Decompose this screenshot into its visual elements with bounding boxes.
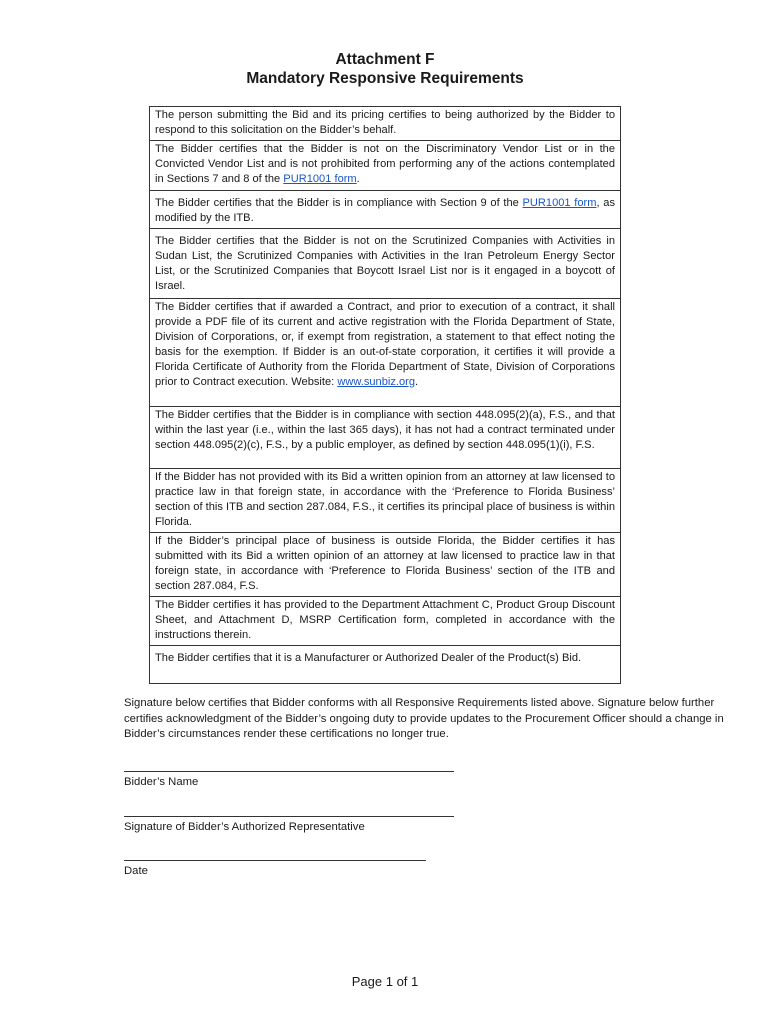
representative-signature-field[interactable] [124, 816, 454, 834]
table-row [150, 407, 621, 469]
sunbiz-website-link[interactable]: www.sunbiz.org [337, 376, 416, 388]
requirement-cell: The person submitting the Bid and its pricing certifies to being authorized by the Bidder to respond to this solicitation on the Bidder’s behalf. [150, 107, 621, 141]
signature-line [124, 860, 426, 861]
signature-line [124, 816, 454, 817]
document-title: Attachment F [335, 51, 435, 68]
table-row [150, 107, 621, 141]
requirement-cell: The Bidder certifies it has provided to the Department Attachment C, Product Group Discount Sheet, and Attachment D, MSRP Certification form, completed in accordance with the instructions therein. [150, 597, 621, 646]
pur1001-form-link[interactable]: PUR1001 form [522, 197, 597, 209]
requirement-cell: The Bidder certifies that the Bidder is in compliance with section 448.095(2)(a), F.S., and that within the last year (i.e., within the last 365 days), it has not had a contract terminated under section 448.095(2)(c), F.S., by a public employer, as defined by section 448.095(1)(i), F.S. [150, 407, 621, 469]
requirement-cell: The Bidder certifies that the Bidder is not on the Scrutinized Companies with Activities in Sudan List, the Scrutinized Companies with Activities in the Iran Petroleum Energy Sector List, or the Scrutinized Companies that Boycott Israel List nor is it engaged in a boycott of Israel. [150, 229, 621, 299]
document-subtitle: Mandatory Responsive Requirements [246, 70, 524, 87]
requirement-cell: The Bidder certifies that the Bidder is in compliance with Section 9 of the PUR1001 form, as modified by the ITB. [150, 191, 621, 229]
requirement-cell: The Bidder certifies that the Bidder is not on the Discriminatory Vendor List or in the Convicted Vendor List and is not prohibited from performing any of the actions contemplated in Sections 7 and 8 of the PUR1001 form. [150, 141, 621, 191]
pur1001-form-link[interactable]: PUR1001 form [283, 173, 357, 185]
table-row [150, 299, 621, 407]
table-row [150, 469, 621, 533]
requirement-cell: If the Bidder has not provided with its Bid a written opinion from an attorney at law licensed to practice law in that foreign state, in accordance with the ‘Preference to Florida Business’ section of this ITB and section 287.084, F.S., it certifies its principal place of business is within Florida. [150, 469, 621, 533]
representative-signature-label: Signature of Bidder’s Authorized Representative [124, 821, 365, 833]
date-field[interactable] [124, 860, 426, 878]
document-header [0, 50, 770, 88]
table-row [150, 141, 621, 191]
requirement-cell: If the Bidder’s principal place of business is outside Florida, the Bidder certifies it has submitted with its Bid a written opinion of an attorney at law licensed to practice law in that foreign state, in accordance with ‘Preference to Florida Business’ section of the ITB and section 287.084, F.S. [150, 533, 621, 597]
requirement-cell: The Bidder certifies that if awarded a Contract, and prior to execution of a contract, it shall provide a PDF file of its current and active registration with the Florida Department of State, Division of Corporations, or, if exempt from registration, a statement to that effect noting the basis for the exemption. If Bidder is an out-of-state corporation, it certifies it will provide a Florida Certificate of Authority from the Florida Department of State, Division of Corporations prior to Contract execution. Website: www.sunbiz.org. [150, 299, 621, 407]
certification-statement: Signature below certifies that Bidder conforms with all Responsive Requirements listed above. Signature below further certifies acknowledgment of the Bidder’s ongoing duty to provide updates to the Procurement Officer should a change in Bidder’s circumstances render these certifications no longer true. [124, 697, 724, 740]
bidder-name-label: Bidder’s Name [124, 776, 199, 788]
table-row [150, 646, 621, 684]
requirement-cell: The Bidder certifies that it is a Manufacturer or Authorized Dealer of the Product(s) Bid. [150, 646, 621, 684]
table-row [150, 229, 621, 299]
bidder-name-field[interactable] [124, 771, 454, 789]
table-row [150, 597, 621, 646]
requirements-table [149, 106, 621, 684]
table-row [150, 191, 621, 229]
signature-line [124, 771, 454, 772]
page-number: Page 1 of 1 [351, 974, 419, 989]
date-label: Date [124, 865, 148, 877]
table-row [150, 533, 621, 597]
